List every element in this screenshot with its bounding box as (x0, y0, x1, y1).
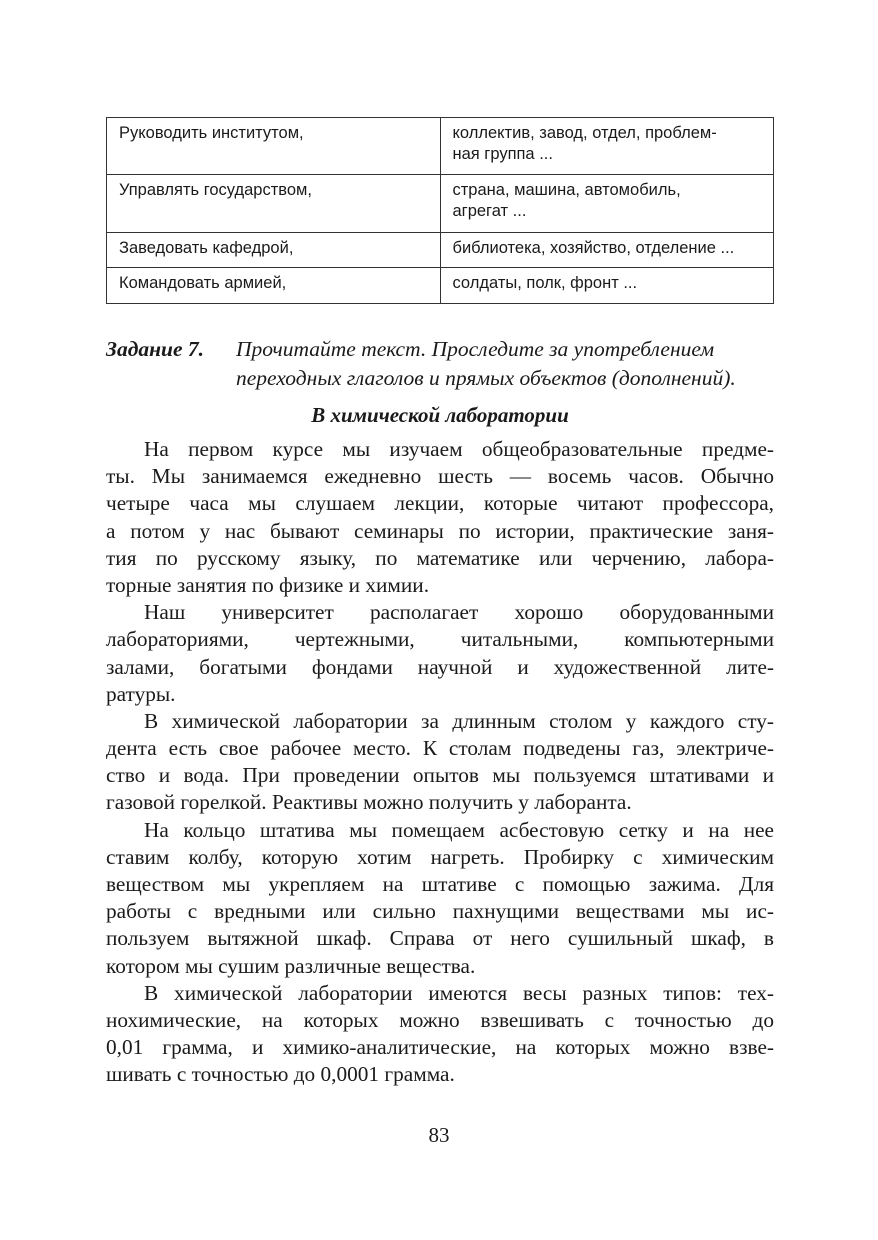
table-cell-nouns (440, 118, 774, 175)
text-line: веществом мы укрепляем на штативе с помощью зажима. Для (106, 872, 774, 896)
table-cell-verb: Руководить институтом, (107, 118, 441, 175)
text-line: а потом у нас бывают семинары по истории, практические заня- (106, 518, 774, 543)
verb-noun-table (106, 117, 774, 304)
paragraph (106, 436, 774, 599)
table-cell-nouns (440, 233, 774, 268)
text-line: шивать с точностью до 0,0001 грамма. (106, 1062, 455, 1087)
paragraph (106, 980, 774, 1089)
text-line: залами, богатыми фондами научной и художественной лите- (106, 654, 774, 679)
text-line: котором мы сушим различные вещества. (106, 953, 476, 978)
text-line: дента есть свое рабочее место. К столам подведены газ, электриче- (106, 736, 774, 761)
text-line: На первом курсе мы изучаем общеобразовательные предме- (144, 437, 774, 461)
text-line: тия по русскому языку, по математике или черчению, лабора- (106, 545, 774, 570)
table-row (107, 175, 774, 233)
text-line: торные занятия по физике и химии. (106, 572, 430, 597)
table-cell-verb: Командовать армией, (107, 268, 441, 304)
table-cell-line: солдаты, полк, фронт ... (452, 274, 638, 292)
section-title: В химической лаборатории (311, 403, 569, 427)
text-line: На кольцо штатива мы помещаем асбестовую сетку и на нее (144, 817, 774, 842)
paragraph (106, 599, 774, 708)
body-text (106, 436, 774, 1089)
table-cell-nouns (440, 175, 774, 233)
text-line: пользуем вытяжной шкаф. Справа от него сушильный шкаф, в (106, 926, 774, 951)
text-line: ство и вода. При проведении опытов мы пользуемся штативами и (106, 763, 774, 788)
table-cell-verb: Заведовать кафедрой, (107, 233, 441, 268)
task-label: Задание 7. (106, 337, 205, 361)
table-cell-line: страна, машина, автомобиль, (452, 181, 681, 199)
text-line: ратуры. (106, 681, 176, 706)
task-instruction-line: переходных глаголов и прямых объектов (дополнений). (236, 366, 736, 390)
text-line: 0,01 грамма, и химико-аналитические, на которых можно взве- (106, 1035, 774, 1060)
text-line: газовой горелкой. Реактивы можно получить у лаборанта. (106, 790, 632, 815)
page-number: 83 (428, 1123, 450, 1147)
table-cell-verb: Управлять государством, (107, 175, 441, 233)
task-instruction (236, 335, 776, 393)
text-line: Наш университет располагает хорошо оборудованными (144, 600, 774, 625)
text-line: четыре часа мы слушаем лекции, которые читают профессора, (106, 491, 774, 516)
table-cell-line: коллектив, завод, отдел, проблем- (452, 124, 717, 142)
table-cell-nouns (440, 268, 774, 304)
text-line: В химической лаборатории имеются весы разных типов: тех- (144, 980, 774, 1005)
paragraph (106, 708, 774, 817)
table-cell-line: библиотека, хозяйство, отделение ... (452, 239, 735, 257)
table-cell-line: агрегат ... (452, 202, 527, 220)
text-line: В химической лаборатории за длинным столом у каждого сту- (144, 708, 774, 733)
table-row (107, 233, 774, 268)
text-line: ты. Мы занимаемся ежедневно шесть — восемь часов. Обычно (106, 464, 774, 489)
text-line: лабораториями, чертежными, читальными, компьютерными (106, 627, 774, 652)
text-line: нохимические, на которых можно взвешивать с точностью до (106, 1007, 774, 1032)
text-line: ставим колбу, которую хотим нагреть. Пробирку с химическим (106, 844, 774, 869)
table-row (107, 268, 774, 304)
text-line: работы с вредными или сильно пахнущими веществами мы ис- (106, 899, 774, 924)
table-cell-line: ная группа ... (452, 145, 553, 163)
paragraph (106, 817, 774, 980)
table-row (107, 118, 774, 175)
task-instruction-line: Прочитайте текст. Проследите за употреблением (236, 337, 715, 361)
